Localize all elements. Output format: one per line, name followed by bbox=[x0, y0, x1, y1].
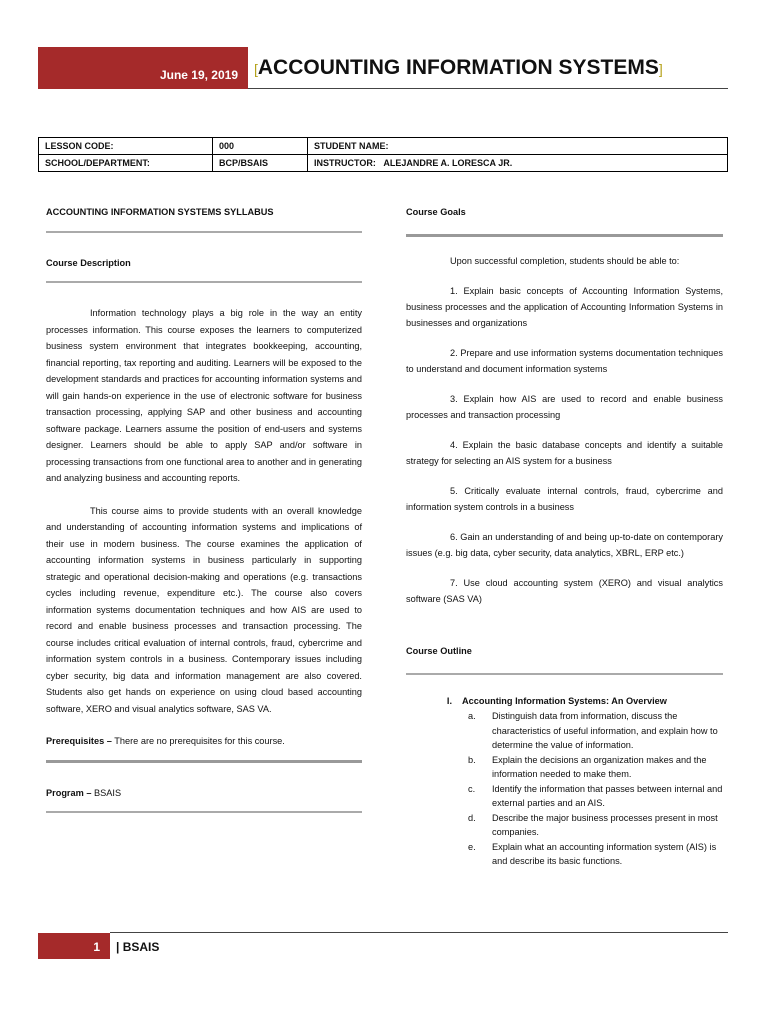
header-rule bbox=[248, 88, 728, 89]
goal-item: 6. Gain an understanding of and being up-to-date on contemporary issues (e.g. big data, cyber security, data analytics, XBRL, ERP etc.) bbox=[406, 532, 723, 558]
syllabus-title: ACCOUNTING INFORMATION SYSTEMS SYLLABUS bbox=[46, 207, 274, 217]
item-letter: a. bbox=[468, 711, 476, 721]
course-outline-heading: Course Outline bbox=[406, 646, 472, 656]
goal-item: 5. Critically evaluate internal controls, fraud, cybercrime and information system controls in a business bbox=[406, 486, 723, 512]
goal-item: 1. Explain basic concepts of Accounting Information Systems, business processes and the application of Accounting Information Systems in businesses and organizations bbox=[406, 286, 723, 328]
item-letter: b. bbox=[468, 754, 476, 765]
school-department-value: BCP/BSAIS bbox=[213, 155, 308, 172]
left-column bbox=[46, 204, 362, 835]
divider bbox=[46, 231, 362, 233]
prerequisites-text: There are no prerequisites for this course. bbox=[111, 736, 285, 746]
description-paragraph-1: Information technology plays a big role in the way an entity processes information. This course exposes the learners to computerized business system environment that integrates bookkeeping, accounting, financial reporting, tax reporting and auditing. Learners will be exposed to the development standards and practices for accounting information systems and will gain hands-on experience in the use of electronic software for business transaction processing, applying SAP and other business and accounting software package. Learners assume the position of end-users and systems designer. Learners should be able to apply SAP and/or software in processing transactions from one functional area to another and in generating and analyzing business and accounting reports. bbox=[46, 308, 362, 483]
school-department-label: SCHOOL/DEPARTMENT: bbox=[39, 155, 213, 172]
footer-label: | BSAIS bbox=[116, 940, 160, 954]
page-number: 1 bbox=[93, 940, 100, 954]
item-text: Explain the decisions an organization makes and the information needed to make them. bbox=[492, 754, 707, 779]
program bbox=[46, 785, 362, 802]
outline-number: I. bbox=[446, 696, 452, 706]
title-bracket-close: ] bbox=[658, 61, 663, 77]
goal-item: 3. Explain how AIS are used to record and enable business processes and transaction processing bbox=[406, 394, 723, 420]
course-goals-heading: Course Goals bbox=[406, 207, 466, 217]
prerequisites bbox=[46, 733, 362, 750]
footer-rule bbox=[110, 932, 728, 933]
list-item bbox=[468, 811, 723, 840]
header-date: June 19, 2019 bbox=[159, 68, 238, 82]
instructor-cell bbox=[308, 155, 728, 172]
item-letter: c. bbox=[468, 783, 476, 794]
list-item bbox=[468, 840, 723, 869]
list-item bbox=[468, 709, 723, 753]
course-outline bbox=[406, 693, 723, 869]
item-letter: e. bbox=[468, 841, 476, 852]
right-column bbox=[406, 204, 723, 869]
table-row bbox=[39, 138, 728, 155]
program-text: BSAIS bbox=[91, 787, 122, 798]
list-item bbox=[468, 753, 723, 782]
title-text: ACCOUNTING INFORMATION SYSTEMS bbox=[257, 56, 659, 79]
list-item bbox=[468, 782, 723, 811]
divider bbox=[46, 281, 362, 283]
header-band bbox=[38, 47, 248, 89]
goals-intro: Upon successful completion, students should be able to: bbox=[450, 256, 680, 266]
lesson-code-value: 000 bbox=[213, 138, 308, 155]
item-text: Describe the major business processes present in most companies. bbox=[492, 812, 718, 837]
outline-section bbox=[406, 693, 723, 709]
lesson-info-table bbox=[38, 137, 728, 172]
divider bbox=[406, 673, 723, 675]
goal-item: 2. Prepare and use information systems documentation techniques to understand and document information systems bbox=[406, 348, 723, 374]
table-row bbox=[39, 155, 728, 172]
student-name-label: STUDENT NAME: bbox=[308, 138, 728, 155]
item-text: Identify the information that passes between internal and external parties and an AIS. bbox=[492, 783, 723, 808]
instructor-value: ALEJANDRE A. LORESCA JR. bbox=[383, 158, 513, 168]
divider bbox=[46, 811, 362, 813]
item-letter: d. bbox=[468, 812, 476, 823]
instructor-label: INSTRUCTOR: bbox=[314, 158, 376, 168]
lesson-code-label: LESSON CODE: bbox=[39, 138, 213, 155]
outline-section-title: Accounting Information Systems: An Overview bbox=[462, 696, 667, 706]
item-text: Distinguish data from information, discuss the characteristics of useful information, and explain how to determine the value of information. bbox=[492, 711, 718, 750]
program-label: Program – bbox=[46, 787, 92, 798]
prerequisites-label: Prerequisites – bbox=[46, 736, 112, 746]
document-title bbox=[254, 56, 663, 80]
item-text: Explain what an accounting information system (AIS) is and describe its basic functions. bbox=[492, 841, 717, 866]
course-description-heading: Course Description bbox=[46, 257, 131, 268]
footer-band bbox=[38, 933, 110, 959]
goal-item: 4. Explain the basic database concepts and identify a suitable strategy for selecting an AIS system for a business bbox=[406, 440, 723, 466]
divider bbox=[46, 760, 362, 763]
description-paragraph-2: This course aims to provide students with an overall knowledge and understanding of accounting information systems and implications of their use in modern business. The course examines the application of accounting information systems in business particularly in supporting strategic and operational decision-making and operations (e.g. transactions cycles including revenue, expenditure etc.). The course also covers information systems documentation techniques and how AIS are used to record and enable business processes and transaction processing. The course includes critical evaluation of internal controls, fraud, cybercrime and information system controls in a business. Contemporary issues including cyber security, big data and information management are also covered. Students also get hands on experience on using cloud based accounting software, XERO and visual analytics software, SAS VA. bbox=[46, 505, 362, 714]
goal-item: 7. Use cloud accounting system (XERO) and visual analytics software (SAS VA) bbox=[406, 578, 723, 604]
divider bbox=[406, 234, 723, 237]
title-bracket-open: [ bbox=[254, 61, 258, 77]
